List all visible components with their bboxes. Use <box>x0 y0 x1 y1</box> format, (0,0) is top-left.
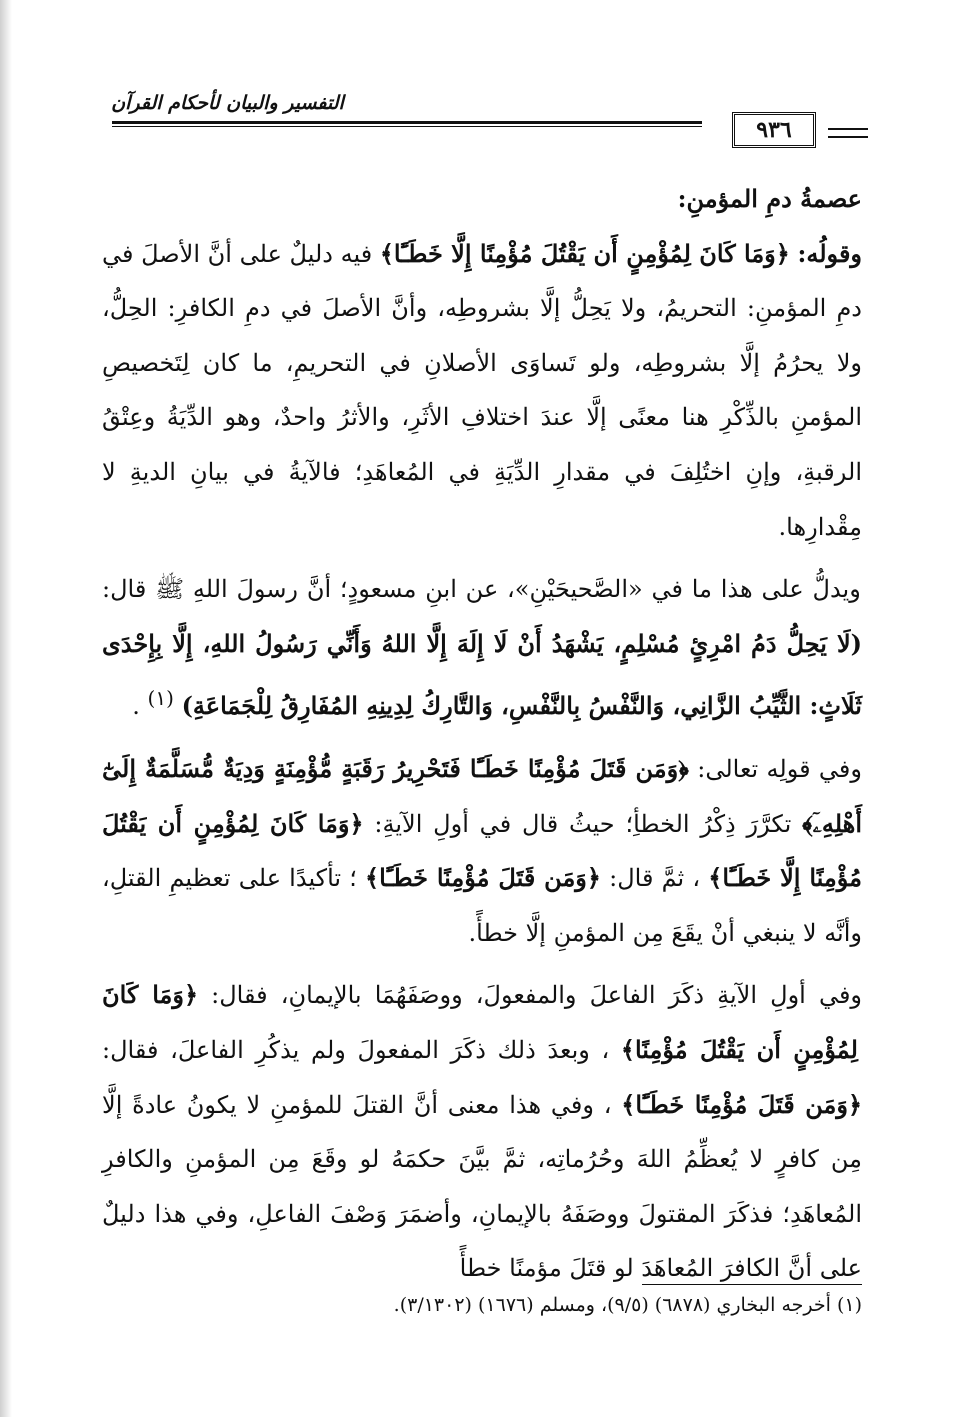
paragraph-gap <box>102 960 862 968</box>
main-content <box>102 172 862 1296</box>
footnote-number: (١) <box>836 1294 862 1316</box>
paragraph-text: ؛ تأكيدًا على تعظيمِ القتلِ، وأنَّه لا ينبغي أنْ يقَعَ مِن المؤمنِ إلَّا خطأً. <box>102 864 862 947</box>
paragraph-gap <box>102 734 862 742</box>
quran-quote: ﴿وَمَن قَتَلَ مُؤْمِنًا خَطَـًٔا﴾ <box>365 863 601 893</box>
paragraph-text: ويدلُّ على هذا ما في «الصَّحيحَيْنِ»، عن ابنِ مسعودٍ؛ أنَّ رسولَ اللهِ ﷺ قال: <box>102 575 861 604</box>
paragraph-gap <box>102 554 862 562</box>
paragraph-text: ، وبعدَ ذلك ذكَرَ المفعولَ ولم يذكُرِ الفاعلَ، فقال: <box>102 1035 610 1064</box>
paragraph-4 <box>102 968 862 1296</box>
header-rule-thin <box>112 126 702 127</box>
footnote <box>102 1290 862 1320</box>
quran-quote: ﴿وَمَن قَتَلَ مُؤْمِنًا خَطَـًٔا فَتَحْرِيرُ رَقَبَةٍ مُّؤْمِنَةٍ وَدِيَةٌ مُّسَلَّمَةٌ إِلَىٰٓ أَهْلِهِۦٓ﴾ <box>102 753 862 838</box>
paragraph-3 <box>102 742 862 960</box>
quran-quote: ﴿وَمَا كَانَ لِمُؤْمِنٍ أَن يَقْتُلَ مُؤْمِنًا إِلَّا خَطَـًٔا﴾ <box>102 808 862 893</box>
page-number-box <box>732 112 816 148</box>
quran-quote: ﴿وَمَا كَانَ لِمُؤْمِنٍ أَن يَقْتُلَ مُؤْمِنًا إِلَّا خَطَـًٔا﴾ <box>379 238 790 268</box>
paragraph-2 <box>102 562 862 734</box>
quran-quote: ﴿وَمَا كَانَ لِمُؤْمِنٍ أَن يَقْتُلَ مُؤْمِنًا﴾ <box>102 980 858 1064</box>
paragraph-1 <box>102 227 862 555</box>
footnote-text: أخرجه البخاري (٦٨٧٨) (٩/٥)، ومسلم (١٦٧٦) (٣/١٣٠٢). <box>393 1294 831 1316</box>
hadith-quote: (لَا يَحِلُّ دَمُ امْرِئٍ مُسْلِمٍ، يَشْهَدُ أَنْ لَا إِلَهَ إِلَّا اللهُ وَأَنِّي رَسُولُ اللهِ، إِلَّا بِإِحْدَى ثَلَاثٍ: الثَّيِّبُ الزَّانِي، وَالنَّفْسُ بِالنَّفْسِ، وَالتَّارِكُ لِدِينِهِ المُفَارِقُ لِلْجَمَاعَةِ) <box>102 628 862 721</box>
section-heading: عصمةُ دمِ المؤمنِ: <box>677 184 862 213</box>
paragraph-text: ، وفي هذا معنى أنَّ القتلَ للمؤمنِ لا يكونُ عادةً إلَّا مِن كافرٍ لا يُعظِّمُ اللهَ وحُرُماتِه، ثمَّ بيَّنَ حكمَهُ لو وقَعَ مِن المؤمنِ والكافرِ المُعاهَدِ؛ فذكَرَ المقتولَ ووصَفَهُ بالإيمانِ، وأضمَرَ وَصْفَ الفاعلِ، وفي هذا دليلٌ على أنَّ الكافرَ المُعاهَدَ لو قتَلَ مؤمنًا خطأً <box>102 1090 862 1283</box>
paragraph-text: ، ثمَّ قال: <box>600 864 701 893</box>
page-edge-shadow <box>0 0 12 1417</box>
quran-quote: ﴿وَمَن قَتَلَ مُؤْمِنًا خَطَـًٔا﴾ <box>621 1089 863 1119</box>
paragraph-text: فيه دليلٌ على أنَّ الأصلَ في دمِ المؤمنِ: التحريمُ، ولا يَحِلُّ إلَّا بشروطِه، وأنَّ الأصلَ في دمِ الكافرِ: الحِلُّ، ولا يحرُمُ إلَّا بشروطِه، ولو تَساوَى الأصلانِ في التحريمِ، ما كان لِتَخصيصِ المؤمنِ بالذِّكْرِ هنا معنًى إلَّا عندَ اختلافِ الأثَرِ، والأثرُ واحدٌ، وهو الدِّيَةُ وعِتْقُ الرقبةِ، وإنِ اختُلِفَ في مقدارِ الدِّيَةِ في المُعاهَدِ؛ فالآيةُ في بيانِ الديةِ لا مِقْدارِها. <box>102 239 862 541</box>
footnote-separator <box>642 1284 862 1285</box>
book-title: التفسير والبيان لأحكام القرآن <box>111 92 344 114</box>
header-rule-right <box>828 128 868 130</box>
paragraph-text: تكرَّرَ ذِكْرُ الخطأِ؛ حيثُ قال في أولِ الآيةِ: <box>363 809 792 838</box>
header-rule-right <box>828 136 868 138</box>
page-number: ٩٣٦ <box>756 117 792 143</box>
header-rule <box>112 121 702 124</box>
paragraph-text: وفي أولِ الآيةِ ذكَرَ الفاعلَ والمفعولَ، ووصَفَهُمَا بالإيمانِ، فقال: <box>198 981 863 1010</box>
footnote-reference[interactable]: (١) <box>147 686 174 711</box>
paragraph-tail: . <box>132 692 140 721</box>
paragraph-lead: وقولُه: <box>797 238 862 268</box>
paragraph-text: وفي قولِه تعالى: <box>688 754 862 783</box>
